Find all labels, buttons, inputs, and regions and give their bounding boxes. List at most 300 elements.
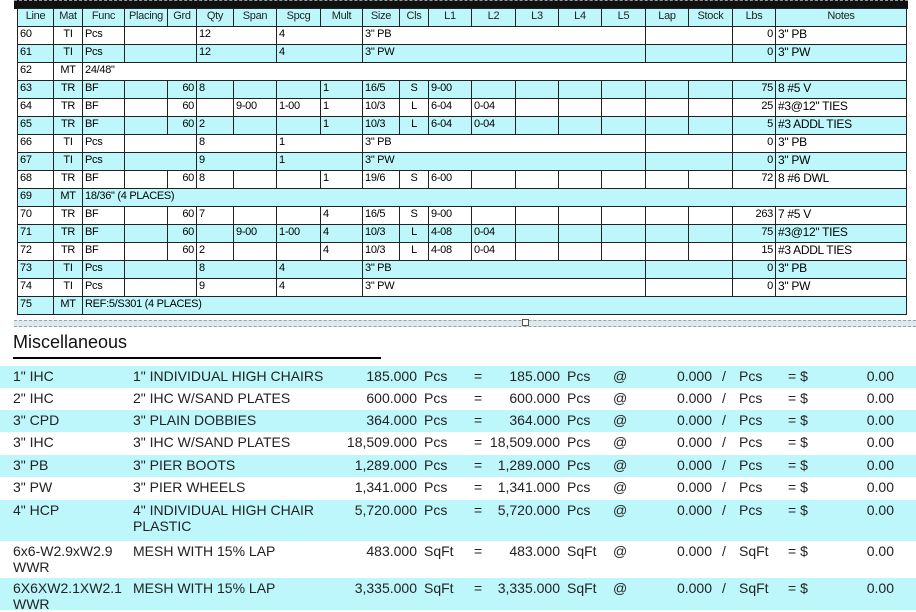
cell-l3[interactable]	[516, 207, 559, 225]
cell-line[interactable]: 60	[18, 27, 54, 45]
misc-unit3: Pcs	[739, 457, 763, 473]
cell-spcg[interactable]	[277, 117, 321, 135]
cell-qty[interactable]: 8	[197, 261, 277, 279]
misc-eq: =	[474, 412, 483, 428]
misc-row[interactable]	[0, 477, 916, 500]
cell-spcg[interactable]	[277, 243, 321, 261]
cell-l5[interactable]	[602, 225, 646, 243]
cell-func[interactable]: BF	[83, 117, 125, 135]
cell-mat[interactable]: TI	[54, 153, 83, 171]
cell-l1[interactable]: 6-04	[429, 117, 472, 135]
splitter-handle[interactable]	[522, 319, 529, 326]
cell-qty[interactable]: 12	[197, 27, 277, 45]
cell-qty[interactable]: 8	[197, 171, 234, 189]
cell-lbs[interactable]: 0	[733, 27, 776, 45]
cell-placing[interactable]	[125, 45, 197, 63]
misc-at: @	[613, 390, 628, 406]
cell-mat[interactable]: TI	[54, 135, 83, 153]
cell-line[interactable]: 75	[18, 297, 54, 315]
cell-l1[interactable]: 4-08	[429, 225, 472, 243]
cell-cls[interactable]: L	[400, 99, 429, 117]
cell-span[interactable]: 9-00	[234, 225, 277, 243]
cell-lap[interactable]	[646, 135, 733, 153]
table-row[interactable]	[18, 63, 907, 81]
cell-placing[interactable]	[125, 243, 168, 261]
misc-at: @	[613, 543, 628, 559]
misc-unit: Pcs	[424, 479, 448, 495]
cell-spcg[interactable]: 4	[277, 45, 363, 63]
cell-placing[interactable]	[125, 261, 197, 279]
cell-size[interactable]: 3" PB	[363, 135, 646, 153]
misc-price: 0.000	[676, 390, 712, 406]
cell-lap[interactable]	[646, 81, 689, 99]
cell-size[interactable]: 3" PW	[363, 153, 646, 171]
cell-lap[interactable]	[646, 207, 689, 225]
cell-line[interactable]: 67	[18, 153, 54, 171]
column-header-lbs[interactable]: Lbs	[733, 9, 776, 27]
cell-spcg[interactable]: 1	[277, 153, 363, 171]
cell-lbs[interactable]: 0	[733, 279, 776, 297]
cell-l2[interactable]	[472, 81, 516, 99]
misc-row[interactable]	[0, 366, 916, 388]
cell-func[interactable]: BF	[83, 171, 125, 189]
cell-size[interactable]: 3" PB	[363, 27, 646, 45]
cell-size[interactable]: 10/3	[363, 117, 400, 135]
cell-size[interactable]: 10/3	[363, 225, 400, 243]
cell-lap[interactable]	[646, 99, 689, 117]
cell-qty[interactable]: 2	[197, 243, 234, 261]
cell-notes[interactable]: #3 ADDL TIES	[776, 117, 907, 135]
cell-l4[interactable]	[559, 225, 602, 243]
cell-l4[interactable]	[559, 207, 602, 225]
column-header-l1[interactable]: L1	[429, 9, 472, 27]
cell-size[interactable]: 19/6	[363, 171, 400, 189]
cell-l4[interactable]	[559, 81, 602, 99]
cell-notes[interactable]: #3@12" TIES	[776, 99, 907, 117]
cell-func[interactable]: BF	[83, 225, 125, 243]
cell-line[interactable]: 72	[18, 243, 54, 261]
cell-qty[interactable]	[197, 99, 234, 117]
cell-stock[interactable]	[689, 207, 733, 225]
column-header-l4[interactable]: L4	[559, 9, 602, 27]
cell-lbs[interactable]: 75	[733, 225, 776, 243]
cell-l2[interactable]	[472, 171, 516, 189]
cell-line[interactable]: 69	[18, 189, 54, 207]
cell-l3[interactable]	[516, 117, 559, 135]
misc-code: 3" PW	[13, 479, 53, 495]
cell-lbs[interactable]: 0	[733, 153, 776, 171]
cell-line[interactable]: 70	[18, 207, 54, 225]
cell-stock[interactable]	[689, 171, 733, 189]
cell-placing[interactable]	[125, 117, 168, 135]
cell-qty[interactable]: 9	[197, 153, 277, 171]
cell-spcg[interactable]: 4	[277, 261, 363, 279]
cell-lap[interactable]	[646, 243, 689, 261]
cell-qty[interactable]: 8	[197, 81, 234, 99]
cell-l2[interactable]: 0-04	[472, 225, 516, 243]
misc-at: @	[613, 479, 628, 495]
misc-price: 0.000	[676, 502, 712, 518]
misc-qty: 5,720.000	[354, 502, 417, 518]
cell-mat[interactable]: TI	[54, 27, 83, 45]
cell-grd[interactable]: 60	[168, 243, 197, 261]
cell-l1[interactable]: 9-00	[429, 81, 472, 99]
cell-lap[interactable]	[646, 171, 689, 189]
cell-grd[interactable]: 60	[168, 207, 197, 225]
table-row[interactable]	[18, 135, 907, 153]
cell-mat[interactable]: TR	[54, 171, 83, 189]
table-row[interactable]	[18, 117, 907, 135]
cell-cls[interactable]: L	[400, 117, 429, 135]
cell-notes[interactable]: 8 #5 V	[776, 81, 907, 99]
cell-spcg[interactable]	[277, 207, 321, 225]
cell-mat[interactable]: TI	[54, 279, 83, 297]
cell-l5[interactable]	[602, 171, 646, 189]
column-header-mat[interactable]: Mat	[54, 9, 83, 27]
cell-line[interactable]: 65	[18, 117, 54, 135]
cell-placing[interactable]	[125, 153, 197, 171]
cell-size[interactable]: 16/5	[363, 81, 400, 99]
cell-mat[interactable]: TR	[54, 225, 83, 243]
column-header-placing[interactable]: Placing	[125, 9, 168, 27]
cell-mat[interactable]: MT	[54, 63, 83, 81]
column-header-cls[interactable]: Cls	[400, 9, 429, 27]
cell-grd[interactable]: 60	[168, 171, 197, 189]
cell-func[interactable]: Pcs	[83, 27, 125, 45]
cell-spcg[interactable]	[277, 171, 321, 189]
cell-line[interactable]: 61	[18, 45, 54, 63]
cell-grd[interactable]: 60	[168, 81, 197, 99]
cell-size[interactable]: 3" PW	[363, 279, 646, 297]
cell-mat[interactable]: TR	[54, 117, 83, 135]
cell-cls[interactable]: L	[400, 225, 429, 243]
cell-l1[interactable]: 4-08	[429, 243, 472, 261]
cell-mult[interactable]: 4	[321, 225, 363, 243]
cell-lbs[interactable]: 25	[733, 99, 776, 117]
cell-cls[interactable]: L	[400, 243, 429, 261]
misc-row[interactable]	[0, 541, 916, 578]
cell-mt-text[interactable]: REF:5/S301 (4 PLACES)	[83, 297, 907, 315]
misc-dollar: = $	[788, 368, 808, 384]
cell-l4[interactable]	[559, 171, 602, 189]
column-header-notes[interactable]: Notes	[776, 9, 907, 27]
misc-qty: 3,335.000	[354, 580, 417, 596]
cell-qty[interactable]	[197, 225, 234, 243]
cell-qty[interactable]: 8	[197, 135, 277, 153]
misc-code: 3" PB	[13, 457, 49, 473]
cell-placing[interactable]	[125, 81, 168, 99]
cell-l2[interactable]: 0-04	[472, 117, 516, 135]
column-header-line[interactable]: Line	[18, 9, 54, 27]
misc-total: 0.00	[866, 390, 894, 406]
column-header-l5[interactable]: L5	[602, 9, 646, 27]
cell-lap[interactable]	[646, 225, 689, 243]
cell-placing[interactable]	[125, 171, 168, 189]
misc-slash: /	[722, 434, 726, 450]
cell-span[interactable]	[234, 207, 277, 225]
cell-placing[interactable]	[125, 135, 197, 153]
cell-span[interactable]	[234, 171, 277, 189]
cell-stock[interactable]	[689, 99, 733, 117]
cell-l2[interactable]	[472, 207, 516, 225]
misc-total: 0.00	[866, 368, 894, 384]
column-header-mult[interactable]: Mult	[321, 9, 363, 27]
cell-spcg[interactable]: 1-00	[277, 99, 321, 117]
cell-notes[interactable]: 3" PB	[776, 261, 907, 279]
cell-mat[interactable]: TR	[54, 207, 83, 225]
cell-lbs[interactable]: 0	[733, 135, 776, 153]
cell-l3[interactable]	[516, 171, 559, 189]
cell-l4[interactable]	[559, 243, 602, 261]
misc-eq: =	[474, 457, 483, 473]
cell-l5[interactable]	[602, 81, 646, 99]
cell-placing[interactable]	[125, 225, 168, 243]
cell-qty[interactable]: 2	[197, 117, 234, 135]
cell-lap[interactable]	[646, 117, 689, 135]
cell-notes[interactable]: 7 #5 V	[776, 207, 907, 225]
table-row[interactable]	[18, 207, 907, 225]
cell-spcg[interactable]	[277, 81, 321, 99]
table-row[interactable]	[18, 243, 907, 261]
cell-qty[interactable]: 9	[197, 279, 277, 297]
table-row[interactable]	[18, 27, 907, 45]
misc-total: 0.00	[866, 479, 894, 495]
cell-cls[interactable]: S	[400, 171, 429, 189]
table-row[interactable]	[18, 225, 907, 243]
table-row[interactable]	[18, 279, 907, 297]
cell-lbs[interactable]: 72	[733, 171, 776, 189]
misc-at: @	[613, 368, 628, 384]
column-header-lap[interactable]: Lap	[646, 9, 689, 27]
cell-placing[interactable]	[125, 27, 197, 45]
misc-desc: 2" IHC W/SAND PLATES	[133, 390, 291, 406]
cell-mult[interactable]: 4	[321, 207, 363, 225]
cell-stock[interactable]	[689, 225, 733, 243]
misc-row[interactable]	[0, 432, 916, 455]
cell-l3[interactable]	[516, 225, 559, 243]
cell-notes[interactable]: #3 ADDL TIES	[776, 243, 907, 261]
cell-func[interactable]: BF	[83, 81, 125, 99]
cell-l3[interactable]	[516, 99, 559, 117]
misc-qty: 364.000	[366, 412, 417, 428]
cell-size[interactable]: 10/3	[363, 99, 400, 117]
misc-row[interactable]	[0, 500, 916, 541]
cell-func[interactable]: Pcs	[83, 153, 125, 171]
misc-row[interactable]	[0, 578, 916, 610]
cell-lbs[interactable]: 0	[733, 45, 776, 63]
cell-spcg[interactable]: 4	[277, 27, 363, 45]
cell-l5[interactable]	[602, 243, 646, 261]
cell-qty[interactable]: 7	[197, 207, 234, 225]
cell-mat[interactable]: TR	[54, 99, 83, 117]
cell-mult[interactable]: 1	[321, 81, 363, 99]
cell-grd[interactable]: 60	[168, 99, 197, 117]
cell-grd[interactable]: 60	[168, 117, 197, 135]
cell-l3[interactable]	[516, 81, 559, 99]
cell-line[interactable]: 71	[18, 225, 54, 243]
cell-func[interactable]: Pcs	[83, 279, 125, 297]
misc-at: @	[613, 580, 628, 596]
cell-span[interactable]	[234, 81, 277, 99]
section-title: Miscellaneous	[13, 332, 128, 352]
cell-notes[interactable]: #3@12" TIES	[776, 225, 907, 243]
misc-slash: /	[722, 368, 726, 384]
misc-at: @	[613, 434, 628, 450]
table-row[interactable]	[18, 81, 907, 99]
cell-l4[interactable]	[559, 117, 602, 135]
cell-notes[interactable]: 3" PW	[776, 153, 907, 171]
table-row[interactable]	[18, 99, 907, 117]
cell-span[interactable]: 9-00	[234, 99, 277, 117]
misc-qty2: 483.000	[509, 543, 560, 559]
misc-dollar: = $	[788, 412, 808, 428]
table-row[interactable]	[18, 45, 907, 63]
cell-line[interactable]: 68	[18, 171, 54, 189]
cell-lbs[interactable]: 0	[733, 261, 776, 279]
cell-spcg[interactable]: 4	[277, 279, 363, 297]
cell-mat[interactable]: TR	[54, 81, 83, 99]
cell-lap[interactable]	[646, 261, 733, 279]
cell-mat[interactable]: MT	[54, 297, 83, 315]
misc-eq: =	[474, 368, 483, 384]
table-row[interactable]	[18, 171, 907, 189]
misc-qty2: 364.000	[509, 412, 560, 428]
column-header-l3[interactable]: L3	[516, 9, 559, 27]
cell-mat[interactable]: TI	[54, 261, 83, 279]
cell-lbs[interactable]: 75	[733, 81, 776, 99]
cell-lap[interactable]	[646, 45, 733, 63]
cell-line[interactable]: 73	[18, 261, 54, 279]
cell-l2[interactable]: 0-04	[472, 243, 516, 261]
cell-l1[interactable]: 6-04	[429, 99, 472, 117]
cell-lap[interactable]	[646, 153, 733, 171]
cell-stock[interactable]	[689, 117, 733, 135]
cell-size[interactable]: 3" PW	[363, 45, 646, 63]
cell-line[interactable]: 63	[18, 81, 54, 99]
misc-dollar: = $	[788, 580, 808, 596]
misc-unit3: Pcs	[739, 368, 763, 384]
cell-size[interactable]: 10/3	[363, 243, 400, 261]
column-header-qty[interactable]: Qty	[197, 9, 234, 27]
misc-code: 4" HCP	[13, 502, 60, 518]
cell-notes[interactable]: 3" PB	[776, 27, 907, 45]
table-row[interactable]	[18, 297, 907, 315]
cell-mult[interactable]: 1	[321, 117, 363, 135]
cell-line[interactable]: 62	[18, 63, 54, 81]
cell-l4[interactable]	[559, 99, 602, 117]
cell-spcg[interactable]: 1	[277, 135, 363, 153]
cell-grd[interactable]: 60	[168, 225, 197, 243]
cell-notes[interactable]: 3" PW	[776, 279, 907, 297]
cell-mt-text[interactable]: 18/36" (4 PLACES)	[83, 189, 907, 207]
cell-l3[interactable]	[516, 243, 559, 261]
misc-total: 0.00	[866, 457, 894, 473]
column-header-func[interactable]: Func	[83, 9, 125, 27]
cell-func[interactable]: BF	[83, 243, 125, 261]
cell-placing[interactable]	[125, 99, 168, 117]
table-row[interactable]	[18, 261, 907, 279]
cell-mult[interactable]: 4	[321, 243, 363, 261]
cell-func[interactable]: BF	[83, 99, 125, 117]
misc-eq: =	[474, 580, 483, 596]
cell-func[interactable]: BF	[83, 207, 125, 225]
cell-span[interactable]	[234, 243, 277, 261]
misc-price: 0.000	[676, 457, 712, 473]
cell-line[interactable]: 66	[18, 135, 54, 153]
cell-mat[interactable]: MT	[54, 189, 83, 207]
cell-line[interactable]: 74	[18, 279, 54, 297]
column-header-size[interactable]: Size	[363, 9, 400, 27]
misc-unit: Pcs	[424, 502, 448, 518]
column-header-stock[interactable]: Stock	[689, 9, 733, 27]
cell-mult[interactable]: 1	[321, 171, 363, 189]
cell-lbs[interactable]: 263	[733, 207, 776, 225]
misc-row[interactable]	[0, 388, 916, 410]
misc-slash: /	[722, 580, 726, 596]
misc-price: 0.000	[676, 543, 712, 559]
cell-l5[interactable]	[602, 99, 646, 117]
misc-qty: 600.000	[366, 390, 417, 406]
cell-stock[interactable]	[689, 81, 733, 99]
cell-spcg[interactable]: 1-00	[277, 225, 321, 243]
cell-l5[interactable]	[602, 117, 646, 135]
cell-lbs[interactable]: 5	[733, 117, 776, 135]
cell-mat[interactable]: TI	[54, 45, 83, 63]
cell-lap[interactable]	[646, 279, 733, 297]
cell-span[interactable]	[234, 117, 277, 135]
cell-placing[interactable]	[125, 279, 197, 297]
misc-row[interactable]	[0, 455, 916, 477]
misc-dollar: = $	[788, 543, 808, 559]
cell-notes[interactable]: 8 #6 DWL	[776, 171, 907, 189]
cell-mat[interactable]: TR	[54, 243, 83, 261]
misc-qty: 185.000	[366, 368, 417, 384]
cell-cls[interactable]: S	[400, 81, 429, 99]
cell-func[interactable]: Pcs	[83, 135, 125, 153]
cell-lap[interactable]	[646, 27, 733, 45]
section-splitter[interactable]	[14, 320, 916, 327]
cell-size[interactable]: 3" PB	[363, 261, 646, 279]
column-header-grd[interactable]: Grd	[168, 9, 197, 27]
cell-l5[interactable]	[602, 207, 646, 225]
misc-total: 0.00	[866, 580, 894, 596]
cell-qty[interactable]: 12	[197, 45, 277, 63]
cell-line[interactable]: 64	[18, 99, 54, 117]
column-header-spcg[interactable]: Spcg	[277, 9, 321, 27]
cell-notes[interactable]: 3" PW	[776, 45, 907, 63]
cell-l2[interactable]: 0-04	[472, 99, 516, 117]
cell-l1[interactable]: 6-00	[429, 171, 472, 189]
cell-size[interactable]: 16/5	[363, 207, 400, 225]
table-row[interactable]	[18, 189, 907, 207]
cell-mt-text[interactable]: 24/48"	[83, 63, 907, 81]
misc-eq: =	[474, 434, 483, 450]
cell-cls[interactable]: S	[400, 207, 429, 225]
column-header-span[interactable]: Span	[234, 9, 277, 27]
cell-func[interactable]: Pcs	[83, 45, 125, 63]
cell-func[interactable]: Pcs	[83, 261, 125, 279]
misc-qty2: 5,720.000	[497, 502, 560, 518]
cell-placing[interactable]	[125, 207, 168, 225]
cell-mult[interactable]: 1	[321, 99, 363, 117]
cell-notes[interactable]: 3" PB	[776, 135, 907, 153]
misc-row[interactable]	[0, 410, 916, 432]
table-row[interactable]	[18, 153, 907, 171]
cell-l1[interactable]: 9-00	[429, 207, 472, 225]
cell-stock[interactable]	[689, 243, 733, 261]
column-header-l2[interactable]: L2	[472, 9, 516, 27]
cell-lbs[interactable]: 15	[733, 243, 776, 261]
